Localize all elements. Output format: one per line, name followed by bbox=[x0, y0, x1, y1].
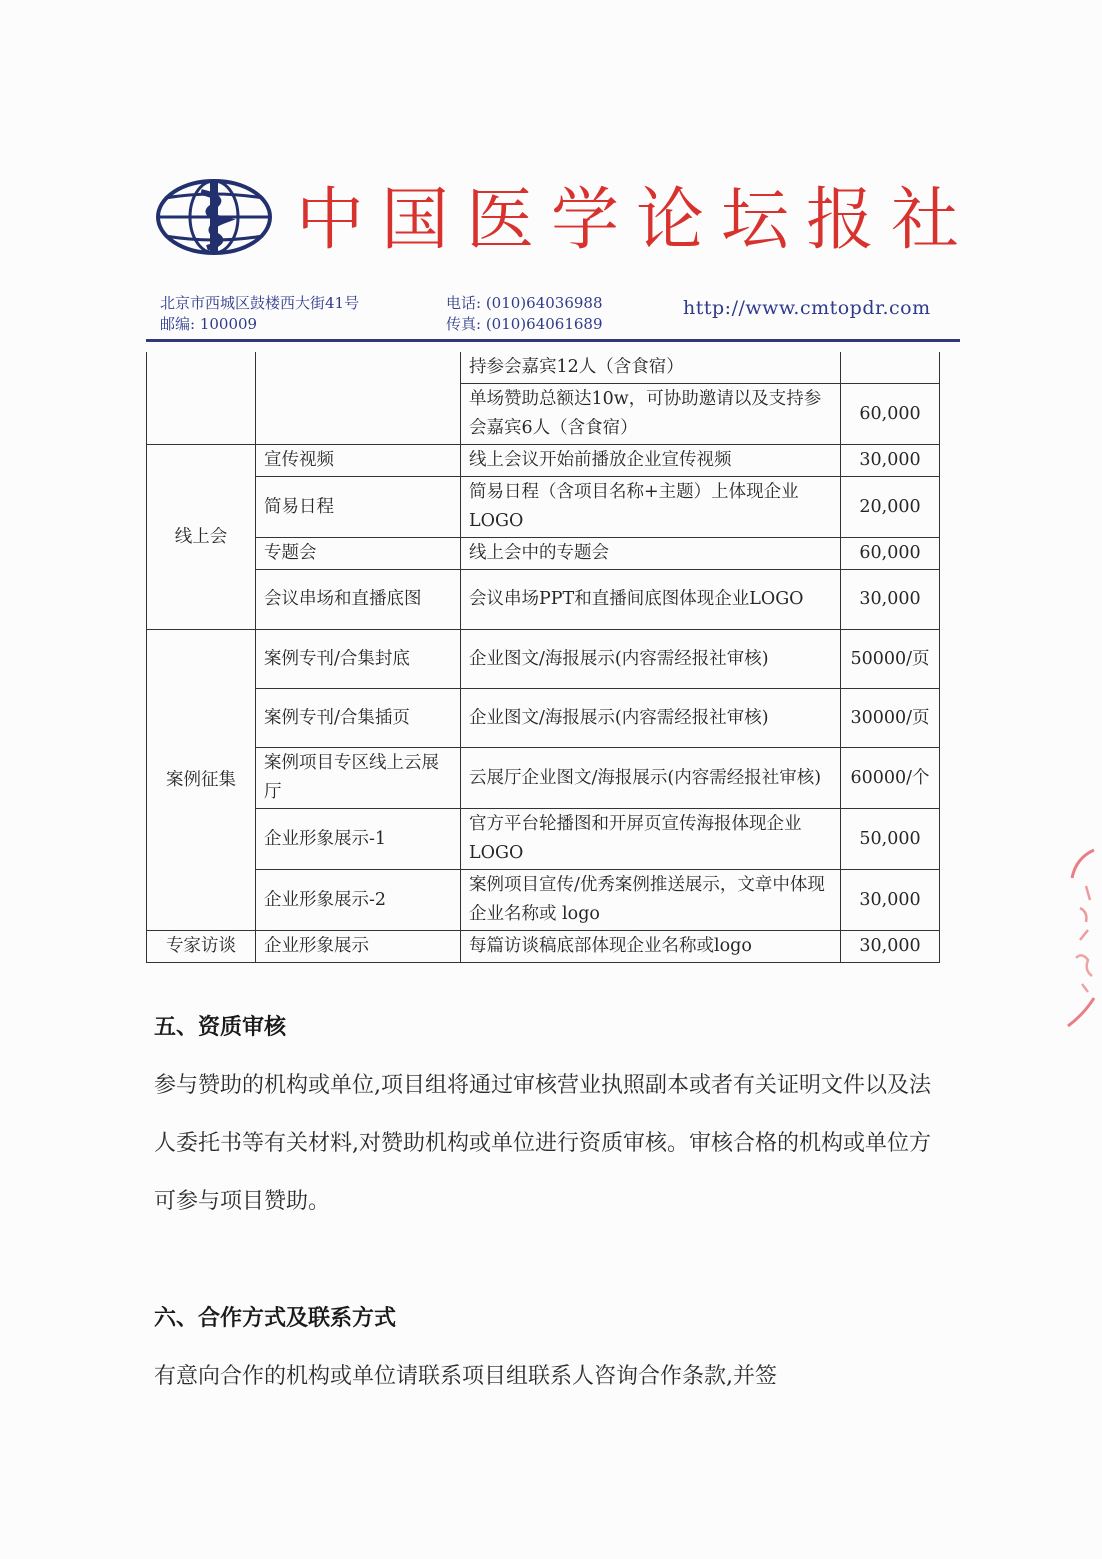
phone-block bbox=[446, 293, 603, 335]
section-5-title: 五、资质审核 bbox=[154, 1014, 287, 1040]
price-cell bbox=[841, 352, 940, 384]
phone: 电话: (010)64036988 bbox=[446, 294, 603, 312]
table-row bbox=[147, 931, 940, 963]
table-row bbox=[147, 870, 940, 931]
description-cell: 简易日程（含项目名称+主题）上体现企业LOGO bbox=[461, 477, 841, 538]
item-cell bbox=[256, 352, 461, 445]
price-cell: 30,000 bbox=[841, 445, 940, 477]
item-cell: 案例专刊/合集封底 bbox=[256, 630, 461, 689]
price-cell: 30,000 bbox=[841, 870, 940, 931]
description-cell: 线上会中的专题会 bbox=[461, 538, 841, 570]
table-row bbox=[147, 689, 940, 748]
item-cell: 企业形象展示-2 bbox=[256, 870, 461, 931]
category-cell: 专家访谈 bbox=[147, 931, 256, 963]
price-cell: 30,000 bbox=[841, 931, 940, 963]
price-cell: 60000/个 bbox=[841, 748, 940, 809]
letterhead bbox=[0, 0, 1102, 345]
item-cell: 企业形象展示 bbox=[256, 931, 461, 963]
address-block bbox=[160, 293, 359, 335]
price-cell: 50,000 bbox=[841, 809, 940, 870]
header-rule bbox=[146, 339, 960, 342]
table-row bbox=[147, 570, 940, 630]
description-cell: 单场赞助总额达10w，可协助邀请以及支持参会嘉宾6人（含食宿） bbox=[461, 384, 841, 445]
sponsorship-table bbox=[146, 352, 940, 963]
description-cell: 企业图文/海报展示(内容需经报社审核) bbox=[461, 689, 841, 748]
item-cell: 案例项目专区线上云展厅 bbox=[256, 748, 461, 809]
item-cell: 会议串场和直播底图 bbox=[256, 570, 461, 630]
table-row bbox=[147, 748, 940, 809]
table-row bbox=[147, 352, 940, 384]
table-row bbox=[147, 538, 940, 570]
globe-caduceus-logo-icon bbox=[155, 178, 273, 256]
price-cell: 30,000 bbox=[841, 570, 940, 630]
postcode: 邮编: 100009 bbox=[160, 315, 258, 333]
section-5-body: 参与赞助的机构或单位,项目组将通过审核营业执照副本或者有关证明文件以及法人委托书等有关材料,对赞助机构或单位进行资质审核。审核合格的机构或单位方可参与项目赞助。 bbox=[154, 1073, 931, 1214]
description-cell: 案例项目宣传/优秀案例推送展示，文章中体现企业名称或 logo bbox=[461, 870, 841, 931]
description-cell: 线上会议开始前播放企业宣传视频 bbox=[461, 445, 841, 477]
item-cell: 简易日程 bbox=[256, 477, 461, 538]
item-cell: 企业形象展示-1 bbox=[256, 809, 461, 870]
category-cell: 案例征集 bbox=[147, 630, 256, 931]
table-row bbox=[147, 445, 940, 477]
red-seal-stamp-edge-icon bbox=[1066, 838, 1096, 1038]
fax: 传真: (010)64061689 bbox=[446, 315, 603, 333]
price-cell: 60,000 bbox=[841, 384, 940, 445]
price-cell: 30000/页 bbox=[841, 689, 940, 748]
price-cell: 50000/页 bbox=[841, 630, 940, 689]
section-6-title: 六、合作方式及联系方式 bbox=[154, 1305, 397, 1331]
description-cell: 会议串场PPT和直播间底图体现企业LOGO bbox=[461, 570, 841, 630]
item-cell: 专题会 bbox=[256, 538, 461, 570]
table-row bbox=[147, 477, 940, 538]
table-row bbox=[147, 630, 940, 689]
table-row bbox=[147, 809, 940, 870]
price-cell: 60,000 bbox=[841, 538, 940, 570]
section-6-body: 有意向合作的机构或单位请联系项目组联系人咨询合作条款,并签 bbox=[154, 1364, 777, 1389]
description-cell: 持参会嘉宾12人（含食宿） bbox=[461, 352, 841, 384]
website: http://www.cmtopdr.com bbox=[683, 297, 931, 319]
price-cell: 20,000 bbox=[841, 477, 940, 538]
description-cell: 云展厅企业图文/海报展示(内容需经报社审核) bbox=[461, 748, 841, 809]
item-cell: 宣传视频 bbox=[256, 445, 461, 477]
description-cell: 每篇访谈稿底部体现企业名称或logo bbox=[461, 931, 841, 963]
item-cell: 案例专刊/合集插页 bbox=[256, 689, 461, 748]
category-cell: 线上会 bbox=[147, 445, 256, 630]
description-cell: 企业图文/海报展示(内容需经报社审核) bbox=[461, 630, 841, 689]
organization-name: 中国医学论坛报社 bbox=[296, 181, 977, 260]
description-cell: 官方平台轮播图和开屏页宣传海报体现企业LOGO bbox=[461, 809, 841, 870]
category-cell bbox=[147, 352, 256, 445]
address: 北京市西城区鼓楼西大街41号 bbox=[160, 294, 360, 312]
